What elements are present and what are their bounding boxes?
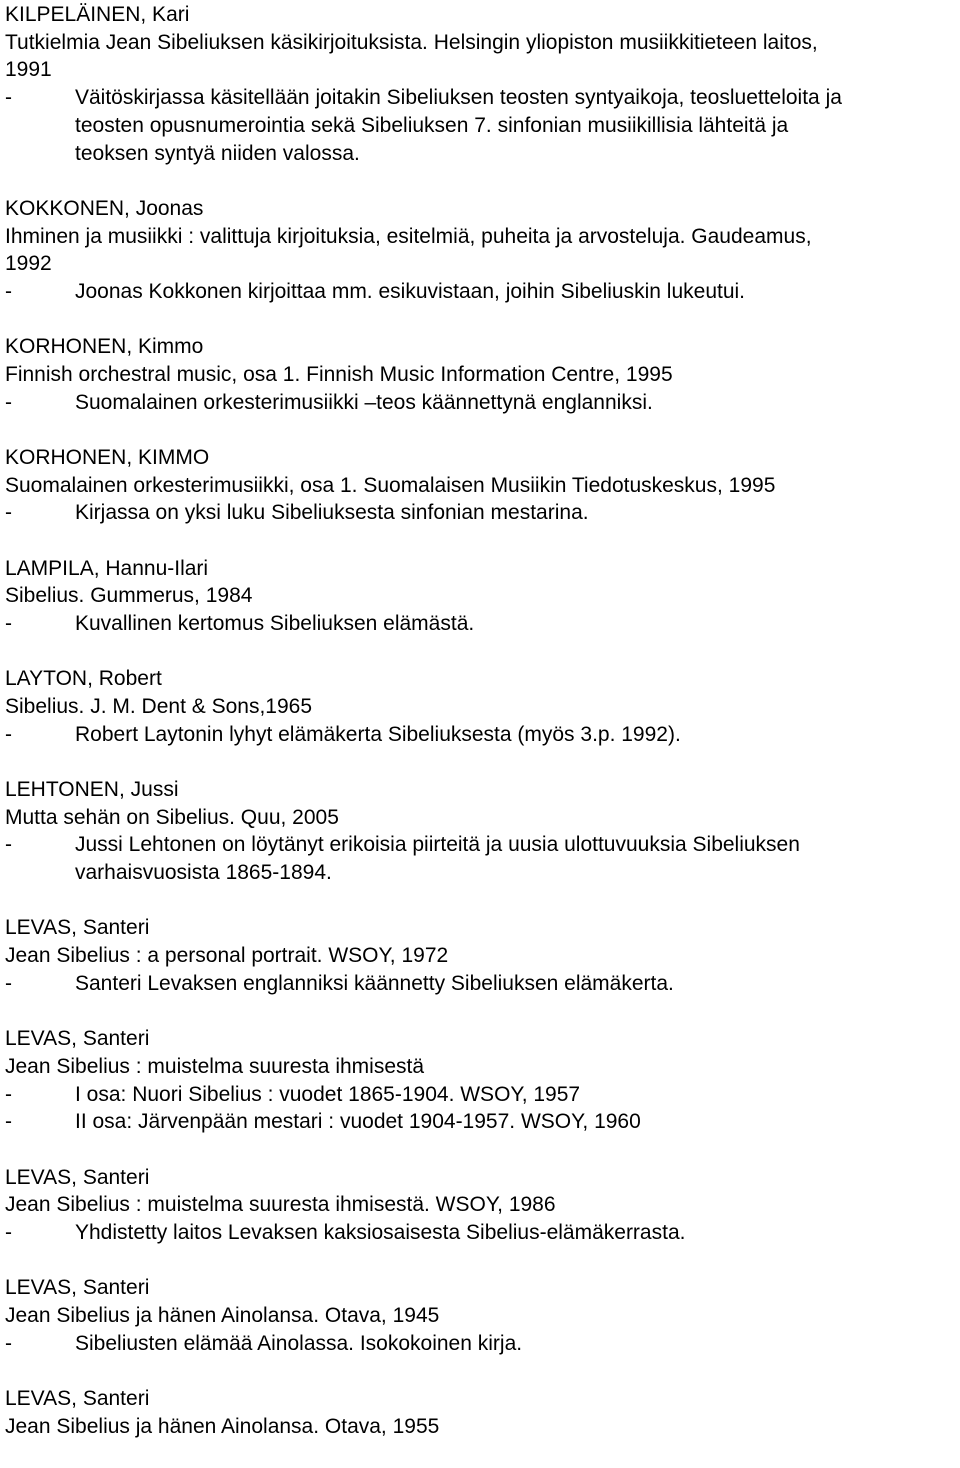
note-text-line: Sibeliusten elämää Ainolassa. Isokokoinen kirja.	[75, 1331, 523, 1355]
note-text	[75, 389, 957, 417]
note-bullet-dash: -	[5, 390, 12, 414]
note-bullet-dash: -	[5, 86, 12, 110]
note-text-line: Joonas Kokkonen kirjoittaa mm. esikuvistaan, joihin Sibeliuskin lukeutui.	[75, 279, 746, 303]
note-text-line: Jussi Lehtonen on löytänyt erikoisia piirteitä ja uusia ulottuvuuksia Sibeliuksen	[75, 833, 800, 857]
bibliography-entry	[5, 195, 957, 306]
entry-author: LEVAS, Santeri	[5, 916, 150, 940]
note-text-line: teosten opusnumerointia sekä Sibeliuksen 7. sinfonian musiikillisia lähteitä ja	[75, 113, 789, 137]
note-bullet-dash: -	[5, 501, 12, 525]
entry-author: LEVAS, Santeri	[5, 1027, 150, 1051]
entry-title-line: Ihminen ja musiikki : valittuja kirjoituksia, esitelmiä, puheita ja arvosteluja. Gaudeamus,	[5, 224, 812, 248]
entry-author: LAYTON, Robert	[5, 667, 162, 691]
entry-note	[5, 1108, 957, 1136]
entry-author: KORHONEN, KIMMO	[5, 445, 210, 469]
entry-title-line: Jean Sibelius ja hänen Ainolansa. Otava, 1945	[5, 1303, 440, 1327]
entry-note	[5, 278, 957, 306]
entry-author: LEVAS, Santeri	[5, 1165, 150, 1189]
entry-note	[5, 1081, 957, 1109]
note-text	[75, 610, 957, 638]
note-text-line: Robert Laytonin lyhyt elämäkerta Sibeliuksesta (myös 3.p. 1992).	[75, 722, 681, 746]
note-text	[75, 84, 957, 167]
entry-author: KORHONEN, Kimmo	[5, 335, 204, 359]
note-text-line: varhaisvuosista 1865-1894.	[75, 861, 332, 885]
entry-title-line: Tutkielmia Jean Sibeliuksen käsikirjoituksista. Helsingin yliopiston musiikkitieteen laitos,	[5, 30, 818, 54]
note-text-line: Kirjassa on yksi luku Sibeliuksesta sinfonian mestarina.	[75, 501, 589, 525]
entry-title-line: Sibelius. J. M. Dent & Sons,1965	[5, 695, 312, 719]
note-text	[75, 499, 957, 527]
note-bullet-dash: -	[5, 1110, 12, 1134]
note-text	[75, 831, 957, 886]
entry-title-line: 1992	[5, 252, 52, 276]
bibliography-entry	[5, 665, 957, 748]
note-text-line: I osa: Nuori Sibelius : vuodet 1865-1904. WSOY, 1957	[75, 1082, 581, 1106]
note-text	[75, 1081, 957, 1109]
note-text	[75, 1108, 957, 1136]
bibliography-entry	[5, 1, 957, 167]
entry-title-line: Sibelius. Gummerus, 1984	[5, 584, 253, 608]
note-text-line: II osa: Järvenpään mestari : vuodet 1904-1957. WSOY, 1960	[75, 1110, 641, 1134]
note-bullet-dash: -	[5, 279, 12, 303]
entry-author: KILPELÄINEN, Kari	[5, 3, 190, 26]
entry-author: LEVAS, Santeri	[5, 1386, 150, 1410]
note-text	[75, 1330, 957, 1358]
bibliography-entry	[5, 1385, 957, 1440]
entry-note	[5, 84, 957, 167]
entry-note	[5, 610, 957, 638]
note-bullet-dash: -	[5, 722, 12, 746]
bibliography-entry	[5, 1274, 957, 1357]
note-text-line: Yhdistetty laitos Levaksen kaksiosaisesta Sibelius-elämäkerrasta.	[75, 1220, 686, 1244]
bibliography-entry	[5, 1164, 957, 1247]
note-bullet-dash: -	[5, 833, 12, 857]
bibliography-entry	[5, 914, 957, 997]
entry-title-line: Mutta sehän on Sibelius. Quu, 2005	[5, 805, 339, 829]
bibliography-entry	[5, 444, 957, 527]
entry-note	[5, 970, 957, 998]
entry-title-line: Jean Sibelius : muistelma suuresta ihmisestä. WSOY, 1986	[5, 1193, 556, 1217]
note-text-line: teoksen syntyä niiden valossa.	[75, 141, 360, 165]
bibliography-entry	[5, 555, 957, 638]
note-bullet-dash: -	[5, 1331, 12, 1355]
note-text-line: Suomalainen orkesterimusiikki –teos käännettynä englanniksi.	[75, 390, 653, 414]
entry-note	[5, 721, 957, 749]
entry-author: LEVAS, Santeri	[5, 1276, 150, 1300]
entry-note	[5, 831, 957, 886]
entry-title-line: Finnish orchestral music, osa 1. Finnish Music Information Centre, 1995	[5, 362, 673, 386]
note-text-line: Väitöskirjassa käsitellään joitakin Sibeliuksen teosten syntyaikoja, teosluetteloita ja	[75, 86, 842, 110]
entry-note	[5, 389, 957, 417]
note-bullet-dash: -	[5, 1082, 12, 1106]
note-bullet-dash: -	[5, 971, 12, 995]
note-bullet-dash: -	[5, 612, 12, 636]
entry-author: LAMPILA, Hannu-Ilari	[5, 556, 209, 580]
entry-title-line: Jean Sibelius : a personal portrait. WSOY, 1972	[5, 944, 449, 968]
note-text-line: Santeri Levaksen englanniksi käännetty Sibeliuksen elämäkerta.	[75, 971, 674, 995]
note-text	[75, 1219, 957, 1247]
entry-author: KOKKONEN, Joonas	[5, 196, 204, 220]
bibliography-entry	[5, 1025, 957, 1136]
note-text	[75, 278, 957, 306]
entry-title-line: Suomalainen orkesterimusiikki, osa 1. Suomalaisen Musiikin Tiedotuskeskus, 1995	[5, 473, 776, 497]
entry-note	[5, 1219, 957, 1247]
bibliography-entry	[5, 776, 957, 887]
bibliography-entry	[5, 333, 957, 416]
entry-title-line: Jean Sibelius : muistelma suuresta ihmisestä	[5, 1054, 425, 1078]
entry-title-line: Jean Sibelius ja hänen Ainolansa. Otava, 1955	[5, 1414, 440, 1438]
bibliography-document	[5, 1, 957, 1468]
entry-author: LEHTONEN, Jussi	[5, 778, 179, 802]
note-text	[75, 721, 957, 749]
note-text	[75, 970, 957, 998]
note-text-line: Kuvallinen kertomus Sibeliuksen elämästä.	[75, 612, 475, 636]
entry-note	[5, 499, 957, 527]
entry-note	[5, 1330, 957, 1358]
note-bullet-dash: -	[5, 1220, 12, 1244]
entry-title-line: 1991	[5, 58, 52, 82]
